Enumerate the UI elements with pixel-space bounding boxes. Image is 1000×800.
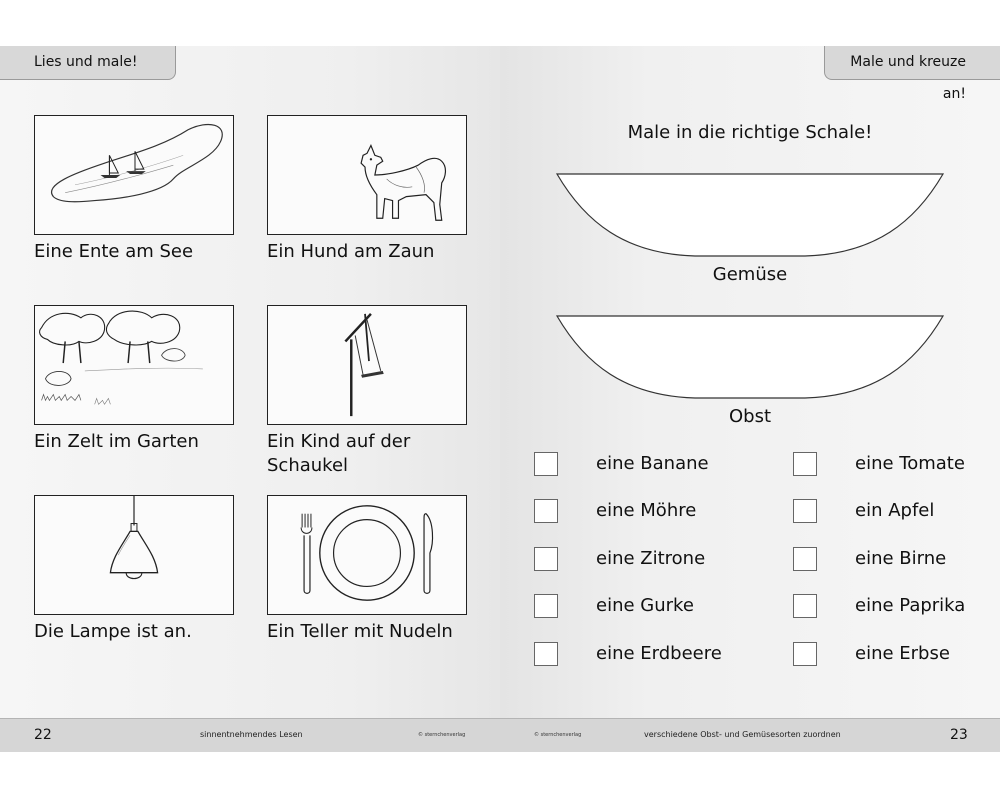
picture-lamp (34, 495, 234, 615)
item-label: eine Zitrone (596, 548, 706, 569)
check-item[interactable] (793, 642, 993, 668)
item-label: eine Erbse (855, 643, 950, 664)
item-label: eine Birne (855, 548, 947, 569)
footer-publisher-right: © sternchenverlag (534, 732, 582, 738)
lamp-icon (35, 496, 233, 614)
right-page-tab: Male und kreuze an! (824, 46, 1000, 80)
bowl-fruit-icon[interactable] (555, 314, 945, 402)
item-label: eine Tomate (855, 453, 965, 474)
checkbox[interactable] (534, 594, 558, 618)
item-label: eine Gurke (596, 595, 694, 616)
caption-4: Ein Kind auf der Schaukel (267, 431, 411, 476)
right-footer (500, 718, 1000, 752)
caption-2: Ein Hund am Zaun (267, 241, 435, 262)
check-item[interactable] (534, 547, 754, 573)
checkbox[interactable] (793, 547, 817, 571)
dog-icon (268, 116, 466, 234)
bowl-vegetables-icon[interactable] (555, 172, 945, 260)
checkbox[interactable] (534, 452, 558, 476)
instruction-text: Male in die richtige Schale! (627, 122, 873, 143)
caption-1: Eine Ente am See (34, 241, 194, 262)
left-page (0, 46, 500, 752)
check-item[interactable] (793, 594, 993, 620)
picture-dog (267, 115, 467, 235)
right-page (500, 46, 1000, 752)
page-number-left: 22 (34, 727, 52, 743)
left-footer (0, 718, 500, 752)
picture-plate (267, 495, 467, 615)
footer-topic-left: sinnentnehmendes Lesen (200, 730, 303, 739)
item-label: eine Banane (596, 453, 709, 474)
check-item[interactable] (534, 452, 754, 478)
caption-5: Die Lampe ist an. (34, 621, 192, 642)
check-item[interactable] (793, 499, 993, 525)
footer-topic-right: verschiedene Obst- und Gemüsesorten zuordnen (644, 730, 841, 739)
page-number-right: 23 (950, 727, 968, 743)
checkbox[interactable] (534, 499, 558, 523)
checkbox[interactable] (793, 499, 817, 523)
caption-6: Ein Teller mit Nudeln (267, 621, 453, 642)
left-page-tab: Lies und male! (0, 46, 176, 80)
picture-garden (34, 305, 234, 425)
item-label: eine Erdbeere (596, 643, 722, 664)
checkbox[interactable] (793, 642, 817, 666)
lake-sailboats-icon (35, 116, 233, 234)
checkbox[interactable] (793, 452, 817, 476)
swing-icon (268, 306, 466, 424)
item-label: eine Möhre (596, 500, 697, 521)
item-label: ein Apfel (855, 500, 935, 521)
checkbox[interactable] (534, 642, 558, 666)
checkbox[interactable] (534, 547, 558, 571)
check-item[interactable] (534, 499, 754, 525)
picture-swing (267, 305, 467, 425)
check-item[interactable] (793, 547, 993, 573)
check-item[interactable] (793, 452, 993, 478)
checkbox[interactable] (793, 594, 817, 618)
footer-publisher-left: © sternchenverlag (418, 732, 466, 738)
check-item[interactable] (534, 642, 754, 668)
item-label: eine Paprika (855, 595, 966, 616)
garden-trees-icon (35, 306, 233, 424)
bowl-label-fruit: Obst (728, 406, 772, 427)
check-item[interactable] (534, 594, 754, 620)
picture-lake (34, 115, 234, 235)
plate-fork-knife-icon (268, 496, 466, 614)
bowl-label-vegetables: Gemüse (712, 264, 788, 285)
caption-3: Ein Zelt im Garten (34, 431, 199, 452)
